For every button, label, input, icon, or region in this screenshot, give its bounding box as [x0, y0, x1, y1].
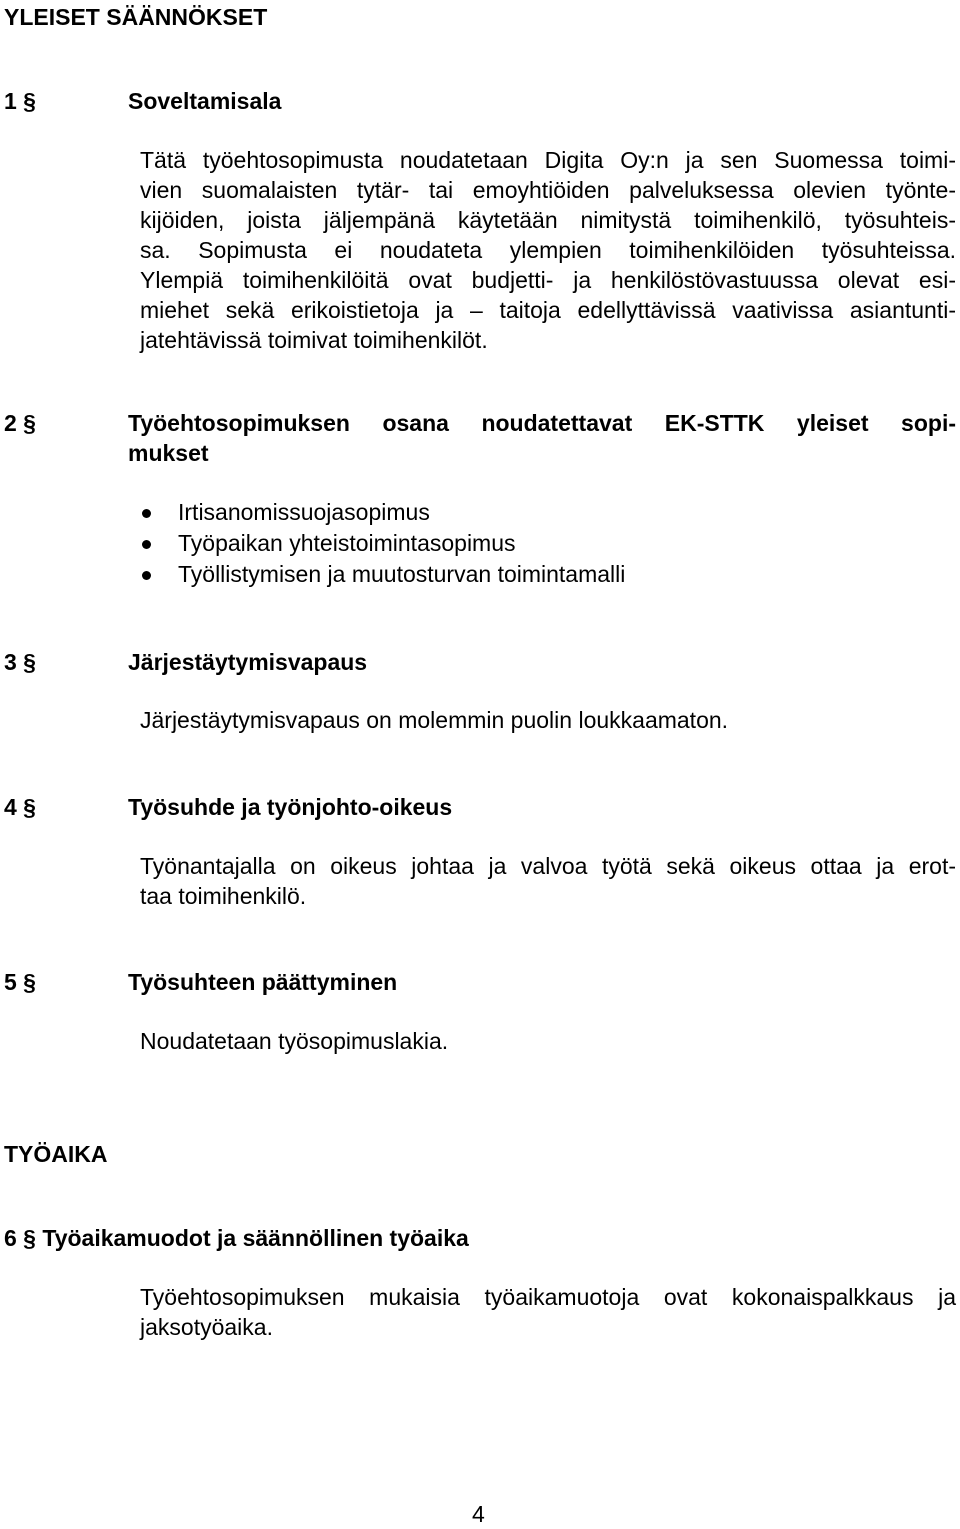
section-1-line: Ylempiä toimihenkilöitä ovat budjetti- ja henkilöstövastuussa olevat esi-	[140, 267, 956, 293]
section-2-bullet-item: Työpaikan yhteistoimintasopimus	[178, 530, 516, 556]
bullet-icon	[142, 540, 151, 549]
section-4-title: Työsuhde ja työnjohto-oikeus	[128, 794, 453, 820]
section-2-bullet-item: Irtisanomissuojasopimus	[178, 499, 430, 525]
section-3-body: Järjestäytymisvapaus on molemmin puolin loukkaamaton.	[140, 707, 729, 733]
section-5-body: Noudatetaan työsopimuslakia.	[140, 1028, 449, 1054]
section-1-line: Tätä työehtosopimusta noudatetaan Digita Oy:n ja sen Suomessa toimi-	[140, 147, 956, 173]
section-3-number: 3 §	[4, 649, 36, 675]
section-1-number: 1 §	[4, 88, 36, 114]
section-2-title	[128, 408, 956, 468]
section-5-title: Työsuhteen päättyminen	[128, 969, 398, 995]
section-1-line: jatehtävissä toimivat toimihenkilöt.	[140, 327, 488, 353]
section-6-line: jaksotyöaika.	[140, 1314, 273, 1340]
section-1-line: sa. Sopimusta ei noudateta ylempien toimihenkilöiden työsuhteissa.	[140, 237, 956, 263]
section-2-title-line: mukset	[128, 440, 209, 466]
bullet-icon	[142, 509, 151, 518]
section-3-title: Järjestäytymisvapaus	[128, 649, 368, 675]
chapter-heading-working-time: TYÖAIKA	[4, 1141, 108, 1167]
chapter-heading-general: YLEISET SÄÄNNÖKSET	[4, 4, 268, 30]
section-5-number: 5 §	[4, 969, 36, 995]
section-6-heading: 6 § Työaikamuodot ja säännöllinen työaika	[4, 1225, 469, 1251]
section-4-line: Työnantajalla on oikeus johtaa ja valvoa työtä sekä oikeus ottaa ja erot-	[140, 853, 956, 879]
section-2-title-line: Työehtosopimuksen osana noudatettavat EK-STTK yleiset sopi-	[128, 410, 956, 436]
section-1-title: Soveltamisala	[128, 88, 282, 114]
section-1-body	[140, 145, 956, 355]
section-1-line: kijöiden, joista jäljempänä käytetään nimitystä toimihenkilö, työsuhteis-	[140, 207, 956, 233]
page-number: 4	[472, 1501, 485, 1527]
section-6-body	[140, 1282, 956, 1342]
section-2-bullet-item: Työllistymisen ja muutosturvan toimintamalli	[178, 561, 626, 587]
section-1-line: miehet sekä erikoistietoja ja – taitoja edellyttävissä vaativissa asiantunti-	[140, 297, 956, 323]
section-6-line: Työehtosopimuksen mukaisia työaikamuotoja ovat kokonaispalkkaus ja	[140, 1284, 956, 1310]
section-1-line: vien suomalaisten tytär- tai emoyhtiöiden palveluksessa olevien työnte-	[140, 177, 956, 203]
bullet-icon	[142, 571, 151, 580]
section-4-line: taa toimihenkilö.	[140, 883, 307, 909]
section-4-number: 4 §	[4, 794, 36, 820]
section-2-number: 2 §	[4, 410, 36, 436]
section-4-body	[140, 851, 956, 911]
